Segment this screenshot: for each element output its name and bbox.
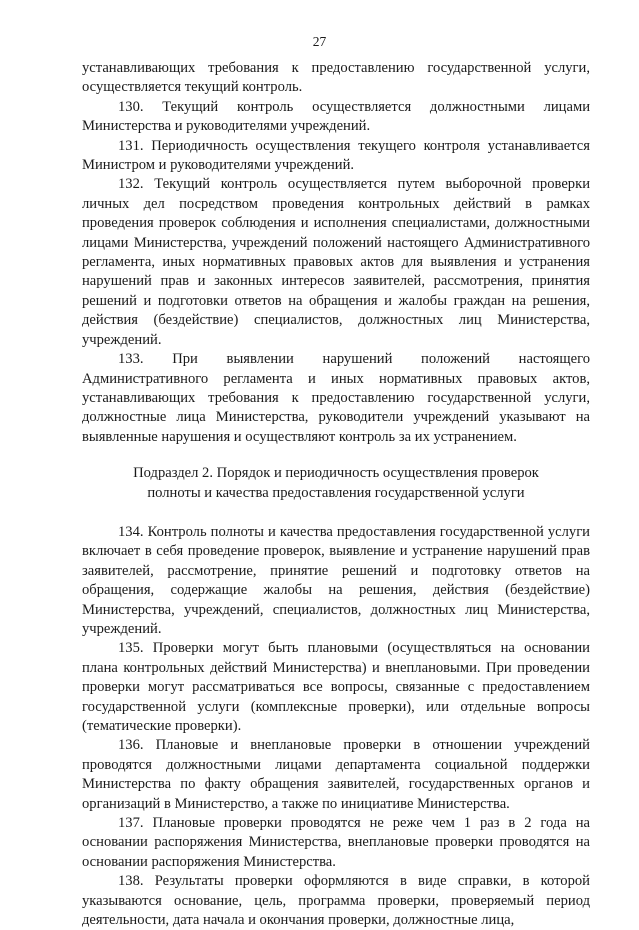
document-body [82,59,590,930]
paragraph: 131. Периодичность осуществления текущего контроля устанавливается Министром и руководителями учреждений. [82,137,590,174]
subsection-heading-line-1: Подраздел 2. Порядок и периодичность осуществления проверок [133,465,539,482]
paragraphs-before-heading [82,59,590,447]
paragraph: устанавливающих требования к предоставлению государственной услуги, осуществляется текущий контроль. [82,60,590,96]
paragraph: 136. Плановые и внеплановые проверки в отношении учреждений проводятся должностными лицами департамента социальной поддержки Министерства по факту обращения заявителей, государственных органов и организаций в Министерство, а также по инициативе Министерства. [82,737,590,812]
paragraphs-after-heading [82,523,590,930]
page-number: 27 [312,34,327,49]
paragraph: 138. Результаты проверки оформляются в виде справки, в которой указываются основание, цель, программа проверки, проверяемый период деятельности, дата начала и окончания проверки, должностные лица, [82,873,590,929]
subsection-heading [82,464,590,503]
paragraph: 132. Текущий контроль осуществляется путем выборочной проверки личных дел посредством проведения контрольных действий в рамках проведения проверок соблюдения и исполнения специалистами, должностными лицами Министерства, учреждений положений настоящего Административного регламента, иных нормативных правовых актов для выявления и устранения нарушений прав и законных интересов заявителей, рассмотрения, принятия решений и подготовки ответов на обращения и жалобы граждан на решения, действия (бездействие) специалистов, должностных лиц Министерства, учреждений. [82,176,590,348]
subsection-heading-line-2: полноты и качества предоставления государственной услуги [147,484,525,501]
paragraph: 133. При выявлении нарушений положений настоящего Административного регламента и иных нормативных правовых актов, устанавливающих требования к предоставлению государственной услуги, должностные лица Министерства, руководители учреждений указывают на выявленные нарушения и осуществляют контроль за их устранением. [82,351,590,445]
paragraph: 137. Плановые проверки проводятся не реже чем 1 раз в 2 года на основании распоряжения Министерства, внеплановые проверки проводятся на основании распоряжения Министерства. [82,815,590,870]
paragraph: 135. Проверки могут быть плановыми (осуществляться на основании плана контрольных действий Министерства) и внеплановыми. При проведении проверки могут рассматриваться все вопросы, связанные с предоставлением государственной услуги (комплексные проверки), или отдельные вопросы (тематические проверки). [82,640,590,734]
paragraph: 130. Текущий контроль осуществляется должностными лицами Министерства и руководителями учреждений. [82,98,590,135]
paragraph: 134. Контроль полноты и качества предоставления государственной услуги включает в себя проведение проверок, выявление и устранение нарушений прав заявителей, рассмотрение, принятие решений и подготовку ответов на обращения, содержащие жалобы на решения, действия (бездействие) Министерства, учреждений, специалистов, должностных лиц Министерства, учреждений. [82,523,590,637]
